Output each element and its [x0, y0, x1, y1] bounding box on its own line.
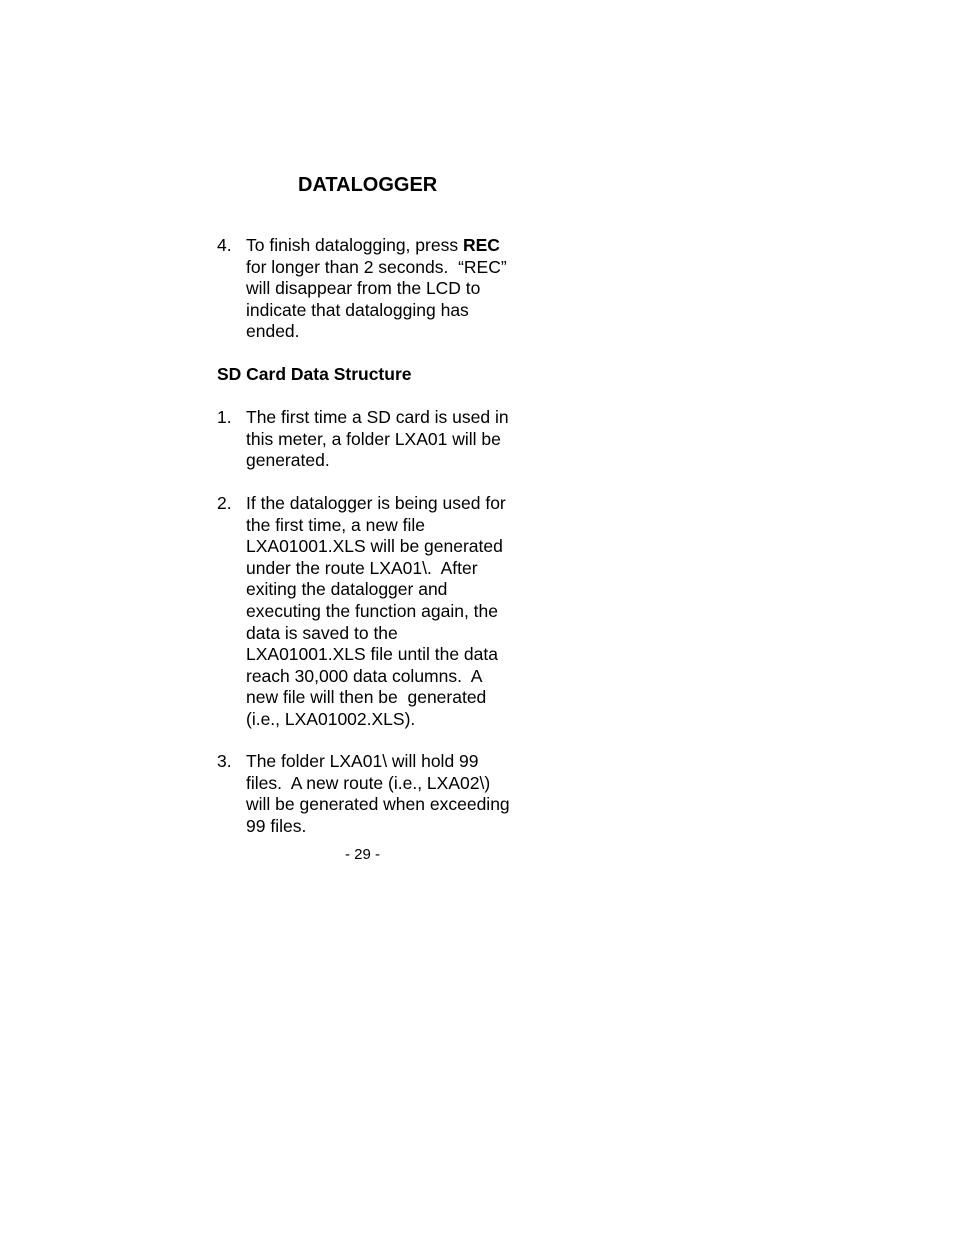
item-3: [217, 751, 537, 837]
step-line: will disappear from the LCD to: [246, 278, 481, 299]
item-line: under the route LXA01\. After: [246, 557, 478, 578]
step-number: 4.: [217, 235, 232, 255]
item-line: LXA01001.XLS will be generated: [246, 536, 503, 557]
item-number: 3.: [217, 751, 232, 771]
item-line: If the datalogger is being used for: [246, 493, 506, 513]
item-line: executing the function again, the: [246, 600, 498, 621]
step-line: for longer than 2 seconds. “REC”: [246, 256, 507, 277]
list-item: [217, 235, 537, 343]
section-heading: SD Card Data Structure: [217, 364, 412, 384]
page-title: DATALOGGER: [298, 174, 438, 196]
step-line: ended.: [246, 321, 300, 342]
item-number: 1.: [217, 407, 232, 427]
step-line: indicate that datalogging has: [246, 299, 469, 320]
rec-keyword: REC: [462, 235, 500, 255]
item-line: LXA01001.XLS file until the data: [246, 644, 498, 665]
item-line: generated.: [246, 450, 330, 471]
item-line: new file will then be generated: [246, 687, 487, 708]
item-line: exiting the datalogger and: [246, 579, 448, 600]
step-text: To finish datalogging, press: [246, 235, 463, 255]
list-item: [217, 493, 537, 731]
step-line: [246, 235, 537, 257]
step-4: [217, 235, 537, 343]
item-line: reach 30,000 data columns. A: [246, 665, 483, 686]
page-number: - 29 -: [345, 846, 381, 863]
item-line: The folder LXA01\ will hold 99: [246, 751, 479, 771]
item-line: 99 files.: [246, 815, 307, 836]
item-number: 2.: [217, 493, 232, 513]
item-line: the first time, a new file: [246, 514, 425, 535]
item-line: will be generated when exceeding: [246, 794, 510, 815]
list-item: [217, 407, 537, 472]
item-1: [217, 407, 537, 472]
item-line: (i.e., LXA01002.XLS).: [246, 708, 416, 729]
list-item: [217, 751, 537, 837]
item-line: this meter, a folder LXA01 will be: [246, 428, 501, 449]
item-line: files. A new route (i.e., LXA02\): [246, 772, 491, 793]
item-2: [217, 493, 537, 731]
item-line: data is saved to the: [246, 622, 398, 643]
item-line: The first time a SD card is used in: [246, 407, 509, 427]
